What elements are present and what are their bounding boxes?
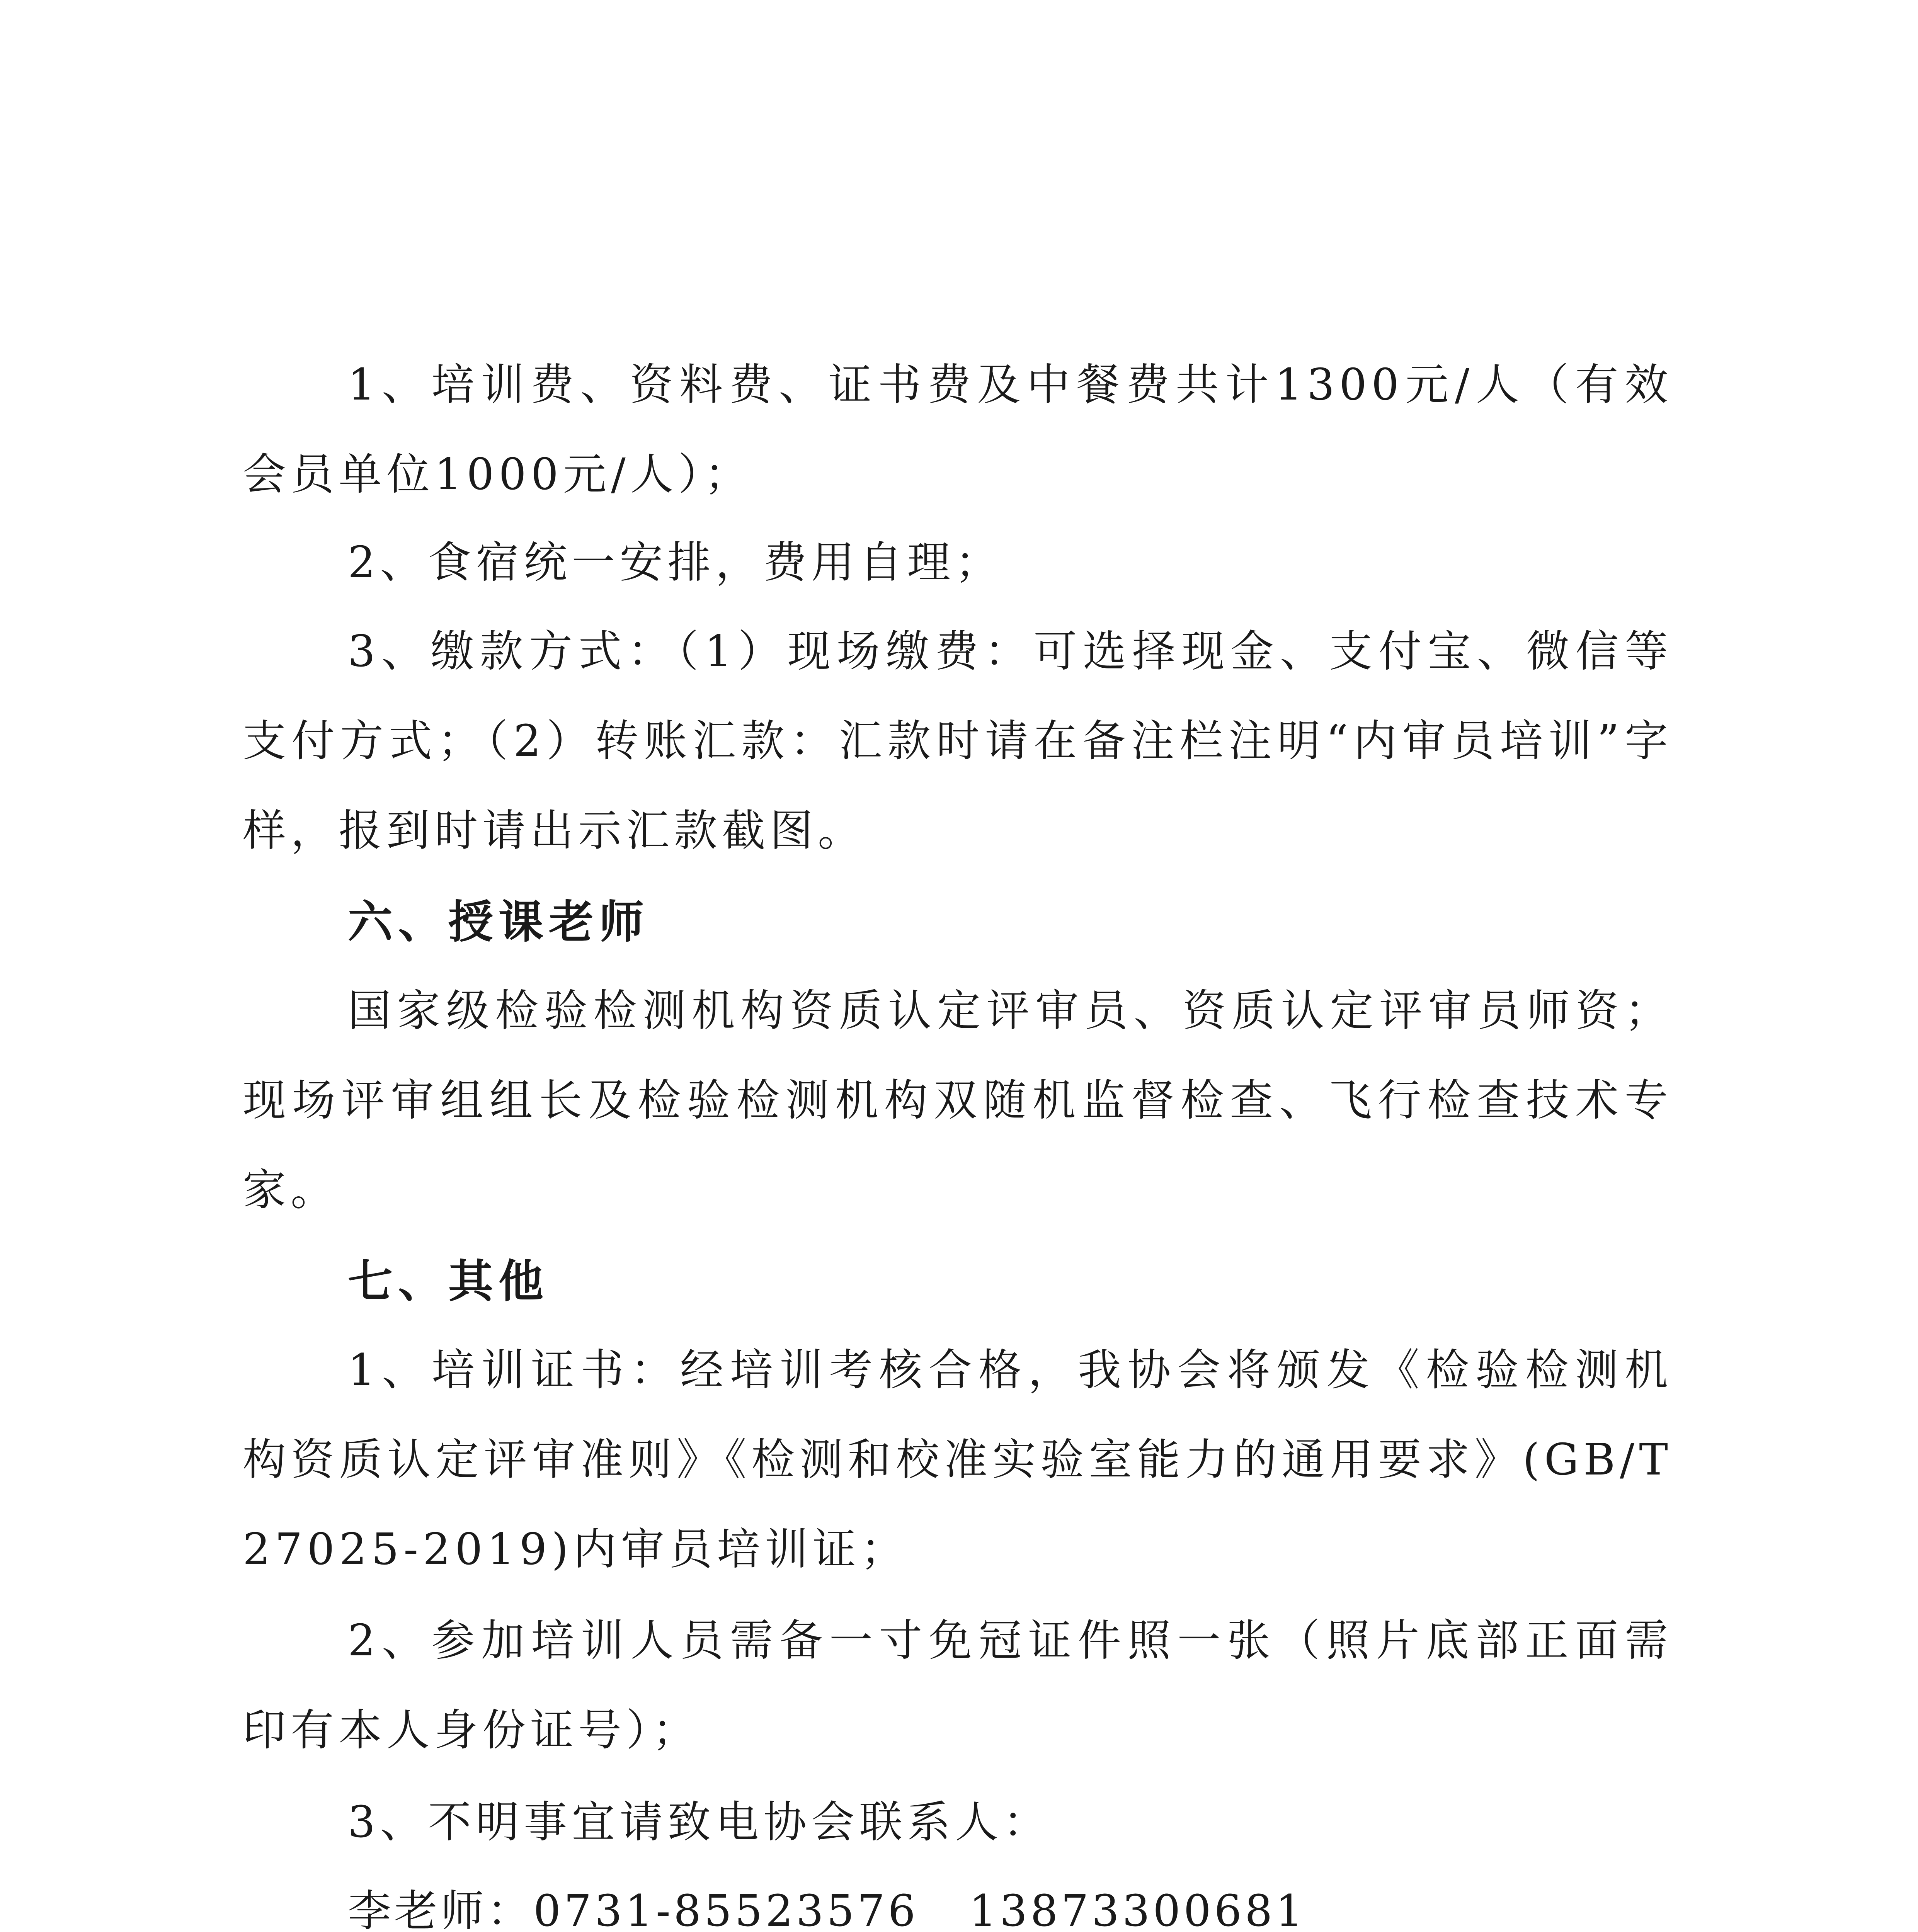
fee-item-2: 2、食宿统一安排，费用自理； — [348, 537, 1003, 588]
other-item-2: 2、参加培训人员需备一寸免冠证件照一张（照片底部正面需印有本人身份证号）； — [243, 1616, 1673, 1755]
contact-line: 李老师：0731-85523576 13873300681 — [348, 1886, 1306, 1932]
section-heading-teachers: 六、授课老师 — [348, 896, 649, 948]
section-heading-other: 七、其他 — [348, 1255, 549, 1308]
other-item-1: 1、培训证书：经培训考核合格，我协会将颁发《检验检测机构资质认定评审准则》《检测和校准实验室能力的通用要求》(GB/T 27025-2019)内审员培训证； — [243, 1345, 1673, 1575]
fee-item-1: 1、培训费、资料费、证书费及中餐费共计1300元/人（有效会员单位1000元/人）； — [243, 360, 1673, 500]
fee-item-3: 3、缴款方式：（1）现场缴费：可选择现金、支付宝、微信等支付方式；（2）转账汇款：汇款时请在备注栏注明“内审员培训”字样，报到时请出示汇款截图。 — [243, 626, 1673, 856]
teachers-paragraph: 国家级检验检测机构资质认定评审员、资质认定评审员师资；现场评审组组长及检验检测机构双随机监督检查、飞行检查技术专家。 — [243, 986, 1673, 1215]
other-item-3: 3、不明事宜请致电协会联系人： — [348, 1797, 1051, 1847]
